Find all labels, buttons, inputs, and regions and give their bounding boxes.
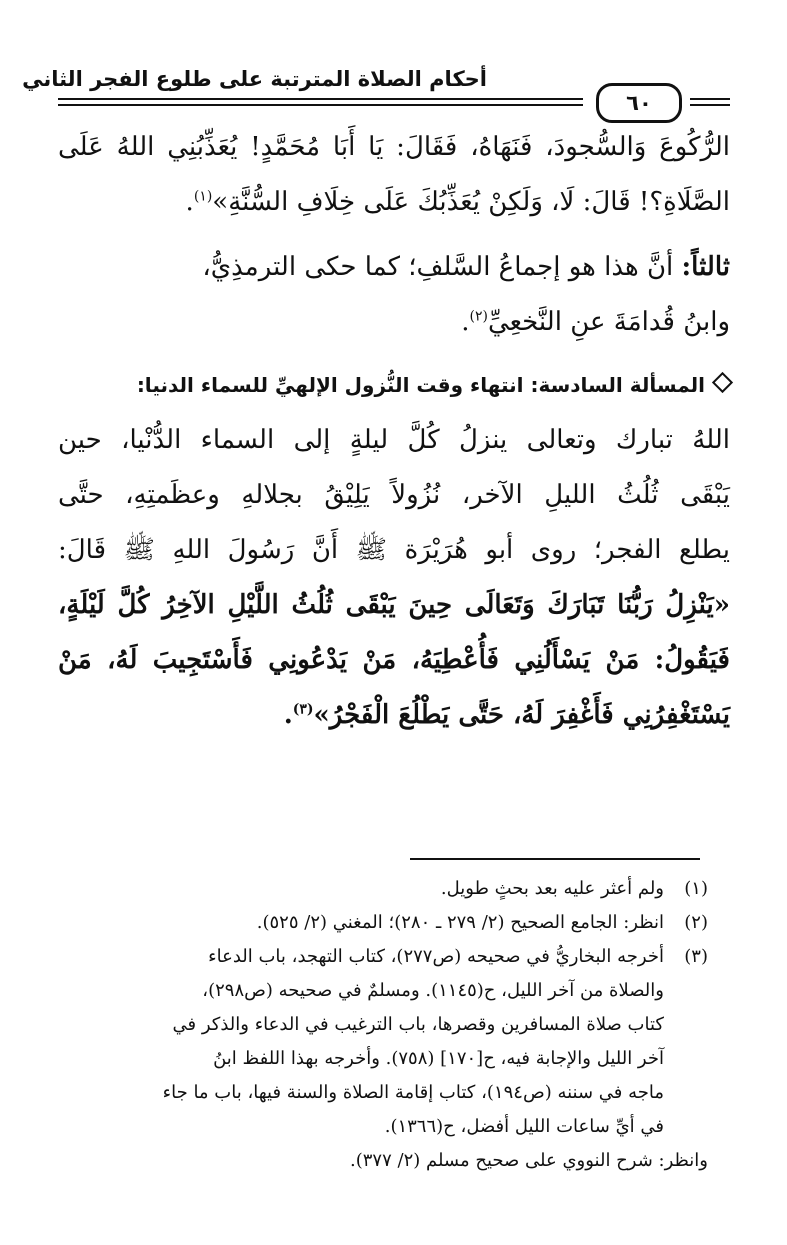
- paragraph-divine-descent: [58, 413, 730, 743]
- text-run: .: [461, 307, 470, 337]
- hadith-line: فَيَقُولُ: مَنْ يَسْأَلُنِي فَأُعْطِيَهُ، مَنْ يَدْعُونِي فَأَسْتَجِيبَ لَهُ، مَنْ: [58, 645, 730, 675]
- hadith-line: «يَنْزِلُ رَبُّنَا تَبَارَكَ وَتَعَالَى حِينَ يَبْقَى ثُلُثُ اللَّيْلِ الآخِرُ كُلَّ لَيْلَةٍ،: [58, 590, 730, 620]
- footnote-number: (٣): [684, 946, 708, 967]
- header-rule: [58, 104, 583, 106]
- footnote-marker: (٣): [292, 701, 314, 718]
- text-line: اللهُ تبارك وتعالى ينزلُ كُلَّ ليلةٍ إلى السماء الدُّنْيا، حين: [58, 425, 730, 455]
- text-line: الرُّكُوعَ وَالسُّجودَ، فَنَهَاهُ، فَقَالَ: يَا أَبَا مُحَمَّدٍ! يُعَذِّبُنِي اللهُ عَلَى: [58, 132, 730, 162]
- text-line: [58, 175, 730, 230]
- text-line: [58, 240, 730, 295]
- running-title: أحكام الصلاة المترتبة على طلوع الفجر الثاني: [22, 67, 487, 91]
- footnote: [58, 940, 708, 1178]
- footnote-line: وانظر: شرح النووي على صحيح مسلم (٢/ ٣٧٧).: [350, 1150, 708, 1171]
- text-run: .: [283, 700, 293, 730]
- footnote-line: آخر الليل والإجابة فيه، ح[١٧٠] (٧٥٨). وأخرجه بهذا اللفظ ابنُ: [213, 1048, 664, 1069]
- text-run: .: [185, 187, 194, 217]
- text-line: يطلع الفجر؛ روى أبو هُرَيْرَة ﷺ أَنَّ رَسُولَ اللهِ ﷺ قَالَ:: [58, 535, 730, 565]
- footnote-line: أخرجه البخاريُّ في صحيحه (ص٢٧٧)، كتاب التهجد، باب الدعاء: [208, 946, 664, 967]
- text-line: يَبْقَى ثُلُثُ الليلِ الآخر، نُزُولاً يَلِيْقُ بجلالهِ وعظَمتِهِ، حتَّى: [58, 480, 730, 510]
- text-run: وابنُ قُدامَةَ عنِ النَّخعِيِّ: [487, 307, 730, 337]
- section-heading-text: المسألة السادسة: انتهاء وقت النُّزول الإلهيِّ للسماء الدنيا:: [136, 373, 705, 397]
- header-rule: [690, 98, 730, 100]
- footnote-marker: (٢): [469, 308, 488, 325]
- section-heading: [58, 370, 730, 400]
- header-rule: [690, 104, 730, 106]
- footnote: [58, 906, 708, 940]
- lead-word: ثالثاً:: [681, 252, 730, 282]
- footnote: [58, 872, 708, 906]
- diamond-icon: [712, 372, 733, 393]
- text-run: يَسْتَغْفِرُنِي فَأَغْفِرَ لَهُ، حَتَّى يَطْلُعَ الْفَجْرُ»: [313, 700, 730, 730]
- footnote-line: ولم أعثر عليه بعد بحثٍ طويل.: [440, 878, 664, 899]
- footnote-line: والصلاة من آخر الليل، ح(١١٤٥). ومسلمٌ في صحيحه (ص٢٩٨)،: [202, 980, 664, 1001]
- text-run: أنَّ هذا هو إجماعُ السَّلفِ؛ كما حكى الترمذِيُّ،: [202, 252, 674, 282]
- hadith-line: [58, 688, 730, 743]
- paragraph-hadith-continuation: [58, 120, 730, 230]
- paragraph-third-point: [58, 240, 730, 350]
- footnote-separator: [410, 858, 700, 860]
- text-line: [58, 295, 730, 350]
- footnote-line: كتاب صلاة المسافرين وقصرها، باب الترغيب في الدعاء والذكر في: [172, 1014, 664, 1035]
- footnote-line: انظر: الجامع الصحيح (٢/ ٢٧٩ ـ ٢٨٠)؛ المغني (٢/ ٥٢٥).: [256, 912, 664, 933]
- header-rule: [58, 98, 583, 100]
- footnote-marker: (١): [193, 188, 213, 205]
- footnote-line: ماجه في سننه (ص١٩٤)، كتاب إقامة الصلاة والسنة فيها، باب ما جاء: [162, 1082, 664, 1103]
- text-run: الصَّلَاةِ؟! قَالَ: لَا، وَلَكِنْ يُعَذِّبُكَ عَلَى خِلَافِ السُّنَّةِ»: [212, 187, 730, 217]
- page-number: ٦٠: [596, 83, 682, 123]
- footnote-number: (٢): [684, 912, 708, 933]
- footnote-number: (١): [684, 878, 708, 899]
- footnote-line: في أيِّ ساعات الليل أفضل، ح(١٣٦٦).: [384, 1116, 664, 1137]
